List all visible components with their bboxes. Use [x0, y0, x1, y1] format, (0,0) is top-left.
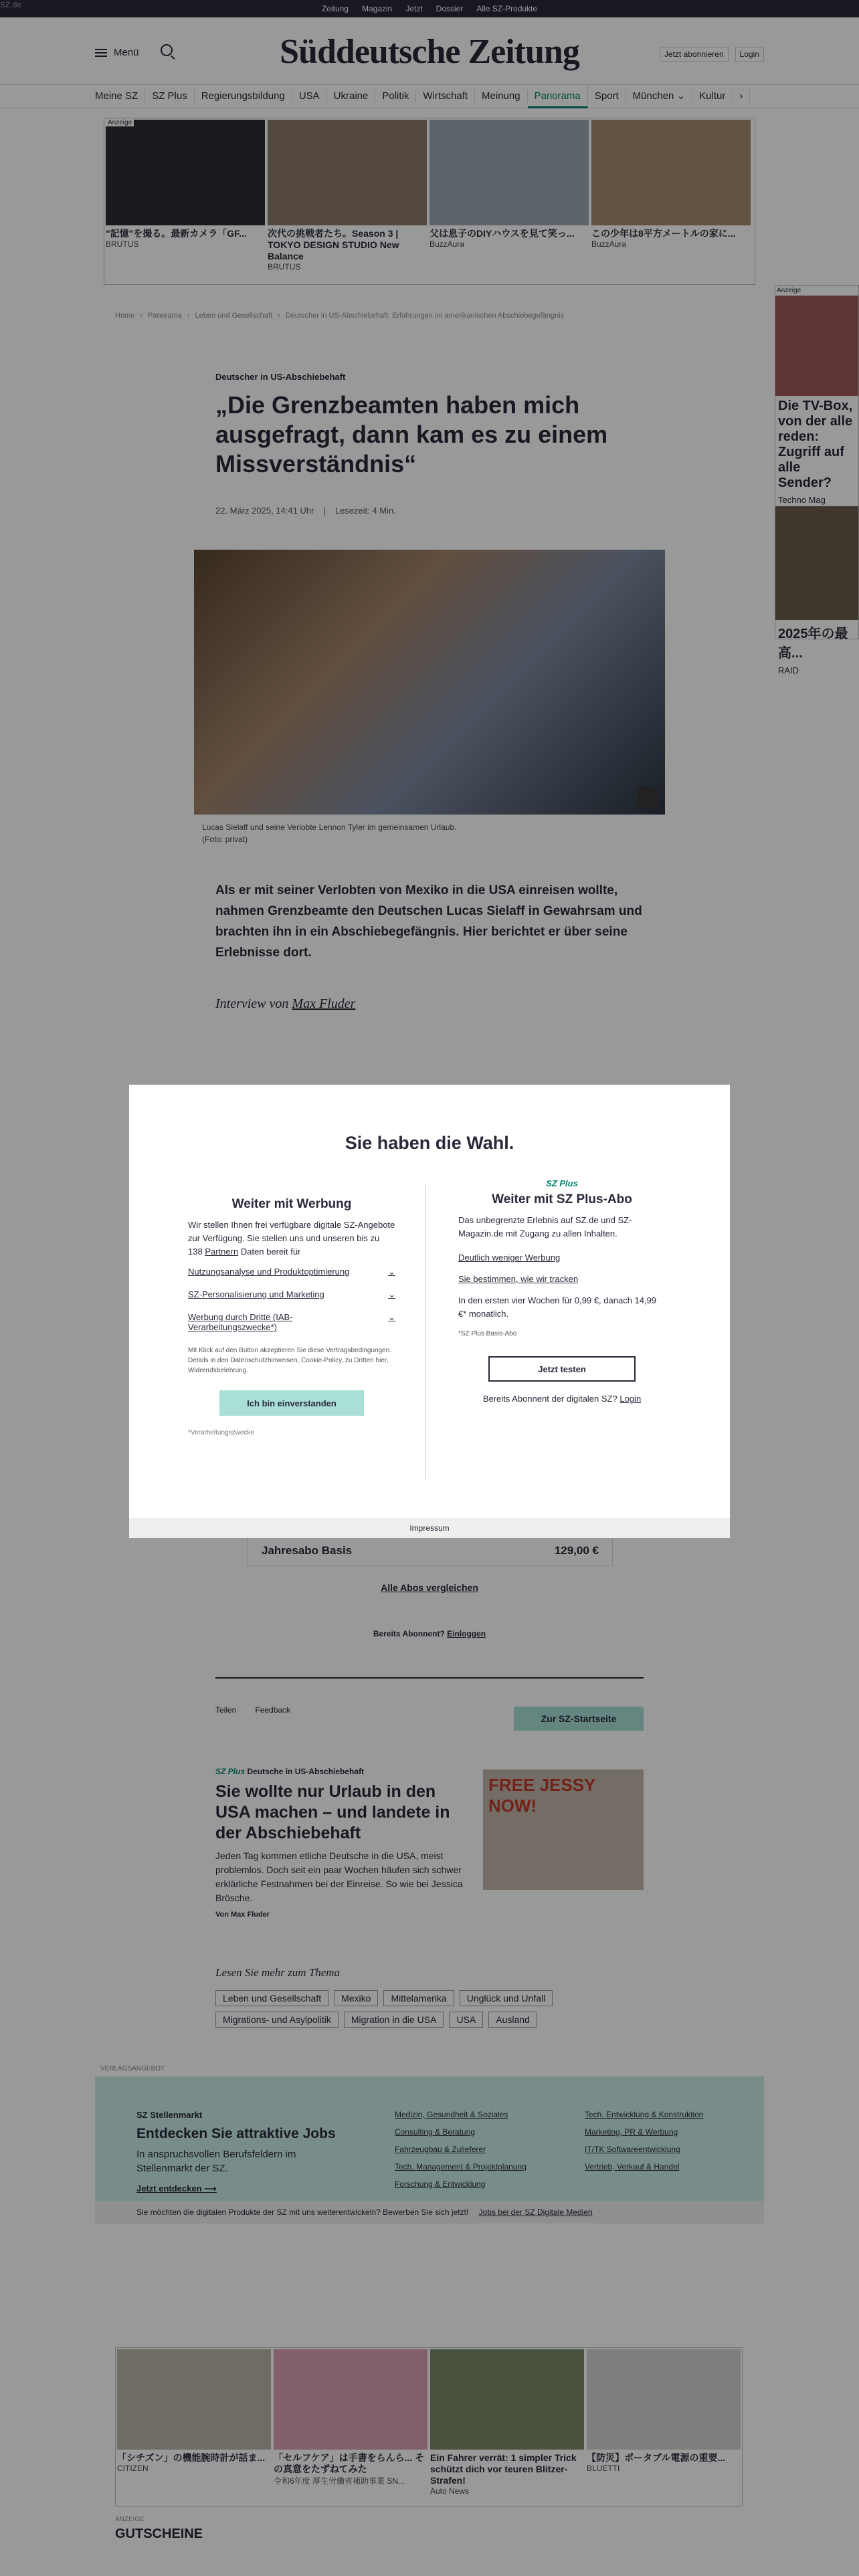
- reading-time: Lesezeit: 4 Min.: [335, 506, 396, 516]
- accordion-werbung-dritte[interactable]: [188, 1308, 395, 1336]
- topbar-link-dossier[interactable]: Dossier: [436, 4, 464, 13]
- nav-item-usa[interactable]: USA: [292, 90, 327, 103]
- already-subscribed: [458, 1394, 666, 1404]
- compare-abos-link[interactable]: Alle Abos vergleichen: [381, 1582, 478, 1593]
- ad-label: Anzeige: [106, 119, 134, 126]
- stellenmarkt-title: Entdecken Sie attraktive Jobs: [136, 2126, 336, 2141]
- ad-label: Anzeige: [777, 287, 801, 294]
- job-link[interactable]: Tech. Entwicklung & Konstruktion: [585, 2110, 704, 2119]
- ads-text-2: Daten bereit für: [240, 1247, 301, 1257]
- topbar-link-products[interactable]: Alle SZ-Produkte: [476, 4, 538, 13]
- nav-item-regierungsbildung[interactable]: Regierungsbildung: [195, 90, 292, 103]
- consent-abo-column: [458, 1178, 666, 1404]
- ad-title: Ein Fahrer verrät: 1 simpler Trick schützt dich vor teuren Blitzer-Strafen!: [430, 2452, 577, 2486]
- article-date: 22. März 2025, 14:41 Uhr: [215, 506, 314, 516]
- modal-title: Sie haben die Wahl.: [345, 1133, 514, 1153]
- abo-text: Das unbegrenzte Erlebnis auf SZ.de und SZ-Magazin.de mit Zugang zu allen Inhalten.: [458, 1215, 632, 1239]
- accordion-nutzungsanalyse[interactable]: [188, 1263, 395, 1281]
- nav-item-sport[interactable]: Sport: [588, 90, 626, 103]
- ad-title: 【防災】ポータブル電源の重要...: [587, 2452, 726, 2463]
- ad-title: 次代の挑戦者たち。Season 3 | TOKYO DESIGN STUDIO New Balance: [268, 228, 399, 261]
- jobs-text: Sie möchten die digitalen Produkte der SZ mit uns weiterentwickeln? Bewerben Sie sich jetzt!: [136, 2208, 469, 2217]
- ad-source: 令和6年度 厚生労働省補助事業 SN...: [274, 2476, 405, 2486]
- job-link[interactable]: Medizin, Gesundheit & Soziales: [395, 2110, 508, 2119]
- topic-tag[interactable]: Migration in die USA: [344, 2012, 444, 2028]
- jahresabo-price: 129,00 €: [554, 1544, 599, 1557]
- menu-label: Menü: [114, 47, 139, 58]
- ads-text-1: Wir stellen Ihnen frei verfügbare digitale SZ-Angebote zur Verfügung. Sie stellen uns und unseren bis zu 138: [188, 1220, 395, 1257]
- job-link[interactable]: Consulting & Beratung: [395, 2127, 476, 2137]
- abo-link-werbung[interactable]: Deutlich weniger Werbung: [458, 1253, 561, 1263]
- nav-muenchen-label: München: [632, 90, 674, 102]
- ad-source: BRUTUS: [106, 239, 139, 249]
- accordion-personalisierung[interactable]: [188, 1285, 395, 1304]
- themes-title: Lesen Sie mehr zum Thema: [215, 1966, 341, 1979]
- breadcrumb-home[interactable]: Home: [115, 312, 135, 320]
- topbar-link-jetzt[interactable]: Jetzt: [405, 4, 423, 13]
- chevron-down-icon: ⌄: [388, 1312, 395, 1322]
- subscribe-button[interactable]: Jetzt abonnieren: [660, 47, 729, 62]
- feedback-button[interactable]: Feedback: [255, 1705, 291, 1715]
- stellenmarkt-cta-label: Jetzt entdecken: [136, 2183, 202, 2193]
- jobs-link[interactable]: Jobs bei der SZ Digitale Medien: [478, 2208, 593, 2217]
- teaser-title: Sie wollte nur Urlaub in den USA machen – und landete in der Abschiebehaft: [215, 1782, 450, 1842]
- test-abo-button[interactable]: Jetzt testen: [488, 1356, 636, 1382]
- abo-note: *SZ Plus Basis-Abo: [458, 1330, 517, 1337]
- job-link[interactable]: Tech. Management & Projektplanung: [395, 2162, 527, 2171]
- arrow-right-icon: ⟶: [204, 2183, 217, 2193]
- ad-title: Die TV-Box, von der alle reden: Zugriff auf alle Sender?: [778, 399, 853, 490]
- einloggen-link[interactable]: Einloggen: [447, 1629, 486, 1638]
- article-lead: Als er mit seiner Verlobten von Mexiko in die USA einreisen wollte, nahmen Grenzbeamte den Deutschen Lucas Sielaff in Gewahrsam und brachten ihn in ein Abschiebegefängnis. Hier berichtet er über seine Erlebnisse dort.: [215, 883, 642, 960]
- ad-source: Techno Mag: [778, 495, 826, 505]
- consent-ads-column: [188, 1197, 395, 1436]
- already-label: Bereits Abonnent?: [373, 1629, 445, 1638]
- job-link[interactable]: Forschung & Entwicklung: [395, 2179, 486, 2189]
- ad-source: RAID: [778, 665, 799, 675]
- teaser-image-text: FREE JESSY NOW!: [488, 1775, 595, 1816]
- ads-text: [188, 1218, 395, 1259]
- ads-heading: Weiter mit Werbung: [231, 1197, 352, 1211]
- login-button[interactable]: Login: [735, 47, 764, 62]
- chevron-down-icon: ⌄: [388, 1289, 395, 1299]
- szplus-logo: SZ Plus: [546, 1178, 578, 1188]
- topbar-link-zeitung[interactable]: Zeitung: [321, 4, 349, 13]
- breadcrumb-panorama[interactable]: Panorama: [148, 312, 182, 320]
- topic-tag[interactable]: Mexiko: [334, 1990, 378, 2006]
- abo-link-tracking[interactable]: Sie bestimmen, wie wir tracken: [458, 1274, 579, 1284]
- chevron-right-icon: ›: [140, 312, 143, 320]
- nav-item-meine-sz[interactable]: Meine SZ: [95, 90, 145, 103]
- chevron-down-icon: ⌄: [676, 90, 686, 102]
- partners-link[interactable]: Partnern: [205, 1247, 239, 1257]
- szplus-badge: SZ Plus: [215, 1767, 246, 1776]
- job-link[interactable]: Fahrzeugbau & Zulieferer: [395, 2145, 486, 2154]
- topbar-link-magazin[interactable]: Magazin: [361, 4, 393, 13]
- topic-tag[interactable]: Migrations- und Asylpolitik: [215, 2012, 339, 2028]
- ad-source: BuzzAura: [430, 239, 465, 249]
- nav-scroll-right-icon[interactable]: ›: [733, 90, 750, 103]
- job-link[interactable]: IT/TK Softwareentwicklung: [585, 2145, 680, 2154]
- teaser-body: Jeden Tag kommen etliche Deutsche in die USA, meist problemlos. Doch seit ein paar Wochen häufen sich schwer erklärliche Festnahmen bei der Einreise. So wie bei Jessica Brösche.: [215, 1850, 463, 1903]
- chevron-right-icon: ›: [278, 312, 280, 320]
- stellenmarkt-body: In anspruchsvollen Berufsfeldern im Stellenmarkt der SZ.: [136, 2149, 296, 2174]
- job-link[interactable]: Vertrieb, Verkauf & Handel: [585, 2162, 680, 2171]
- topbar-link-sz[interactable]: SZ.de: [0, 0, 859, 2576]
- ad-title: 「セルフケア」は手書をらんら... その真意をたずねてみた: [274, 2452, 425, 2474]
- author-link[interactable]: Max Fluder: [292, 996, 356, 1011]
- ad-source: BRUTUS: [268, 262, 301, 272]
- share-button[interactable]: Teilen: [215, 1705, 237, 1715]
- breadcrumb-leben[interactable]: Leben und Gesellschaft: [195, 312, 273, 320]
- nav-item-kultur[interactable]: Kultur: [692, 90, 733, 103]
- modal-login-link[interactable]: Login: [619, 1394, 642, 1404]
- nav-item-ukraine[interactable]: Ukraine: [327, 90, 376, 103]
- ad-source: BLUETTI: [587, 2464, 620, 2473]
- abo-heading: Weiter mit SZ Plus-Abo: [492, 1192, 632, 1206]
- abo-price: In den ersten vier Wochen für 0,99 €, danach 14,99 €* monatlich.: [458, 1295, 657, 1319]
- ad-source: CITIZEN: [117, 2464, 149, 2473]
- jahresabo-label: Jahresabo Basis: [262, 1544, 353, 1557]
- job-link[interactable]: Marketing, PR & Werbung: [585, 2127, 678, 2137]
- chevron-down-icon: ⌄: [388, 1267, 395, 1277]
- accept-button[interactable]: Ich bin einverstanden: [219, 1390, 364, 1416]
- accordion-label: Nutzungsanalyse und Produktoptimierung: [188, 1267, 350, 1277]
- topic-tag[interactable]: Mittelamerika: [383, 1990, 454, 2006]
- consent-legal-text: Mit Klick auf den Button akzeptieren Sie diese Vertragsbedingungen. Details in den Datenschutzhinweisen, Cookie-Policy, zu Dritten hier, Widerrufsbelehrung.: [188, 1347, 392, 1374]
- breadcrumb-current: Deutscher in US-Abschiebehaft: Erfahrungen im amerikanischen Abschiebegefängnis: [285, 312, 565, 320]
- topic-tag[interactable]: Leben und Gesellschaft: [215, 1990, 328, 2006]
- chevron-right-icon: ›: [187, 312, 190, 320]
- meta-divider: |: [323, 506, 326, 516]
- accordion-label: Werbung durch Dritte (IAB-Verarbeitungszwecke*): [188, 1312, 293, 1332]
- photo-credit: (Foto: privat): [202, 835, 248, 844]
- ad-source: Auto News: [430, 2486, 470, 2496]
- topic-tag[interactable]: Unglück und Unfall: [460, 1990, 553, 2006]
- article-kicker: Deutscher in US-Abschiebehaft: [215, 372, 346, 382]
- consent-modal: [129, 1085, 730, 1538]
- accordion-label: SZ-Personalisierung und Marketing: [188, 1289, 324, 1299]
- ad-title: 父は息子のDIYハウスを見て笑っ...: [430, 228, 575, 239]
- ad-title: 2025年の最高...: [778, 627, 848, 661]
- nav-item-meinung[interactable]: Meinung: [475, 90, 528, 103]
- processing-footnote: *Verarbeitungszwecke: [188, 1429, 254, 1436]
- homepage-button[interactable]: Zur SZ-Startseite: [514, 1707, 644, 1731]
- author-prefix: Interview von: [215, 996, 289, 1011]
- teaser-author: Von Max Fluder: [215, 1911, 270, 1919]
- nav-item-politik[interactable]: Politik: [375, 90, 416, 103]
- stellenmarkt-kicker: SZ Stellenmarkt: [136, 2110, 203, 2120]
- already-text: Bereits Abonnent der digitalen SZ?: [482, 1394, 617, 1404]
- nav-item-sz-plus[interactable]: SZ Plus: [145, 90, 195, 103]
- topic-tag[interactable]: USA: [449, 2012, 483, 2028]
- nav-item-wirtschaft[interactable]: Wirtschaft: [416, 90, 475, 103]
- gutscheine-label: ANZEIGE: [115, 2516, 145, 2523]
- verlagsangebot-label: VERLAGSANGEBOT: [100, 2065, 165, 2072]
- ad-title: "記憶"を撮る。最新カメラ「GF...: [106, 228, 247, 239]
- ad-source: BuzzAura: [591, 239, 627, 249]
- caption-text: Lucas Sielaff und seine Verlobte Lennon Tyler im gemeinsamen Urlaub.: [202, 823, 457, 832]
- article-title: „Die Grenzbeamten haben mich ausgefragt, dann kam es zu einem Missverständnis“: [215, 391, 608, 477]
- ad-title: この少年は8平方メートルの家に...: [591, 228, 736, 239]
- ad-title: 「シチズン」の機能腕時計が話ま...: [117, 2452, 266, 2463]
- site-logo[interactable]: Süddeutsche Zeitung: [280, 33, 579, 71]
- imprint-link[interactable]: Impressum: [129, 1518, 730, 1538]
- nav-item-panorama[interactable]: Panorama: [528, 84, 588, 108]
- teaser-kicker-text: Deutsche in US-Abschiebehaft: [247, 1767, 365, 1776]
- gutscheine-title[interactable]: GUTSCHEINE: [115, 2527, 203, 2541]
- topic-tag[interactable]: Ausland: [488, 2012, 537, 2028]
